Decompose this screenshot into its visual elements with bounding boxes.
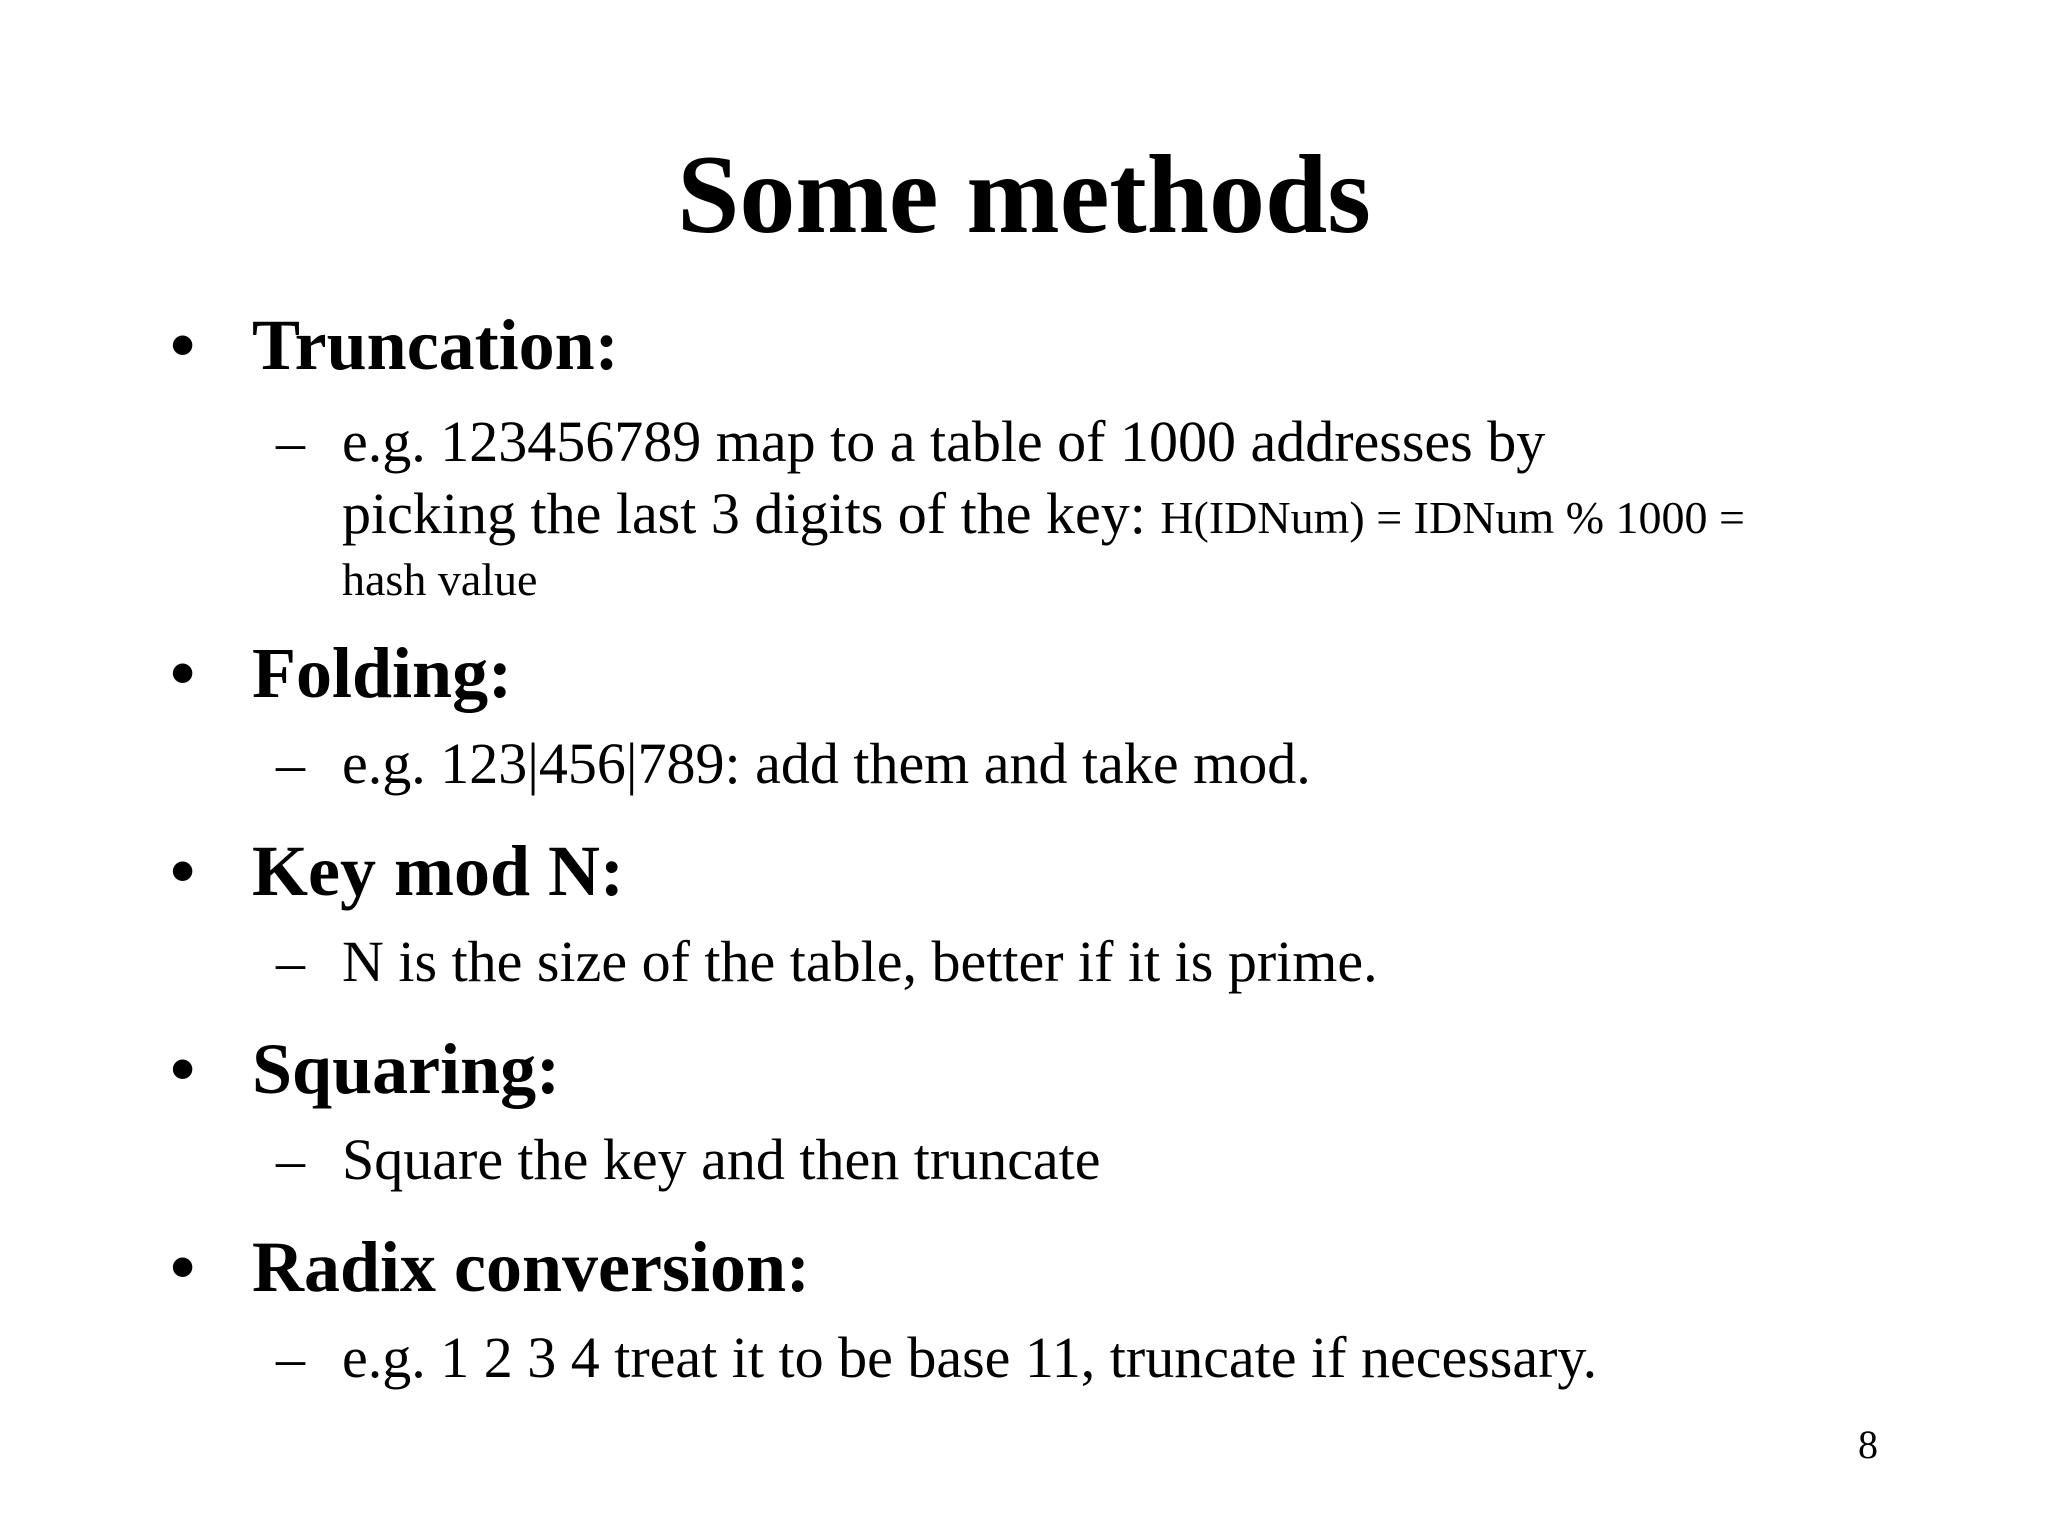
page-number: 8 (1858, 1422, 1878, 1467)
sub-text-folding: e.g. 123|456|789: add them and take mod. (342, 731, 1311, 796)
bullet-icon: • (170, 1227, 196, 1307)
bullet-heading-radix-conversion: Radix conversion: (252, 1227, 810, 1307)
sub-text-truncation-line2-main: picking the last 3 digits of the key: (342, 481, 1161, 546)
sub-text-truncation-line3: hash value (342, 554, 538, 605)
sub-text-squaring: Square the key and then truncate (342, 1127, 1101, 1192)
bullet-icon: • (170, 305, 196, 385)
sub-text-radix-conversion: e.g. 1 2 3 4 treat it to be base 11, truncate if necessary. (342, 1325, 1598, 1390)
sub-text-truncation-line2 (342, 478, 1745, 554)
dash-icon: – (276, 409, 305, 474)
slide-title: Some methods (677, 133, 1371, 257)
dash-icon: – (276, 929, 305, 994)
hash-formula: H(IDNum) = IDNum % 1000 = (1160, 492, 1745, 543)
bullet-icon: • (170, 831, 196, 911)
bullet-heading-key-mod-n: Key mod N: (252, 831, 624, 911)
bullet-heading-folding: Folding: (252, 633, 513, 713)
dash-icon: – (276, 731, 305, 796)
sub-text-key-mod-n: N is the size of the table, better if it is prime. (342, 929, 1378, 994)
dash-icon: – (276, 1325, 305, 1390)
bullet-icon: • (170, 1029, 196, 1109)
bullet-heading-squaring: Squaring: (252, 1029, 561, 1109)
sub-text-truncation-line1: e.g. 123456789 map to a table of 1000 addresses by (342, 409, 1546, 474)
bullet-heading-truncation: Truncation: (252, 305, 619, 385)
bullet-icon: • (170, 633, 196, 713)
dash-icon: – (276, 1127, 305, 1192)
